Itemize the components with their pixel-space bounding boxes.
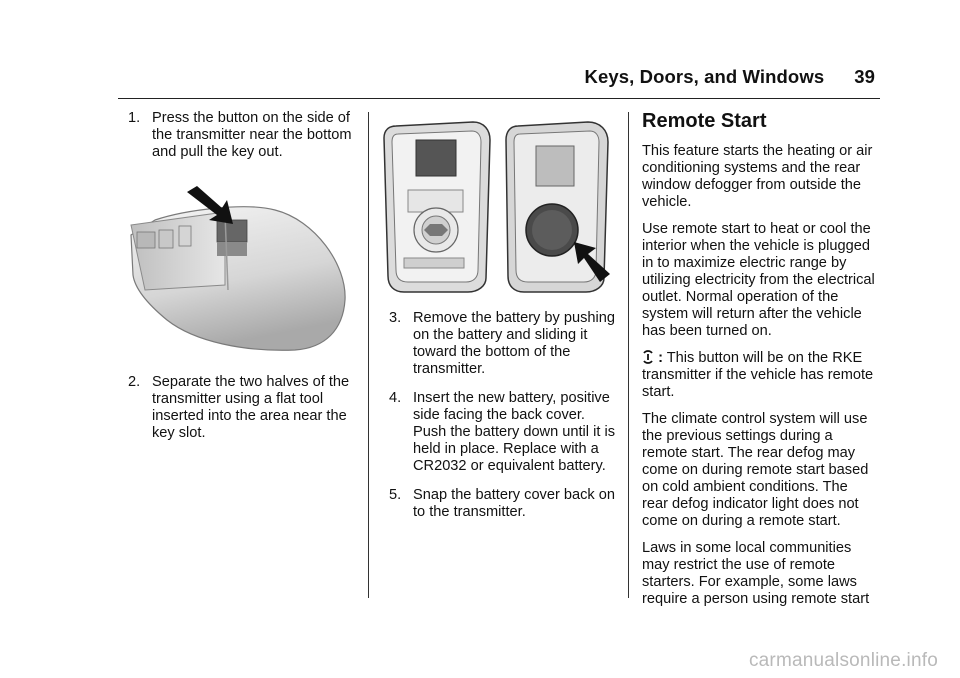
page-header (0, 66, 875, 88)
step-number: 4. (389, 390, 402, 406)
remote-start-icon (642, 350, 654, 364)
column-2 (389, 310, 621, 533)
paragraph-remote-start (642, 350, 877, 401)
step-number: 1. (128, 110, 141, 126)
step-number: 5. (389, 487, 402, 503)
step-5 (389, 487, 621, 521)
paragraph: Laws in some local communities may restrict the use of remote starters. For example, some laws require a person using remote start (642, 540, 870, 607)
step-text: Remove the battery by pushing on the battery and sliding it toward the bottom of the transmitter. (413, 310, 615, 377)
column-1-lower (128, 374, 358, 454)
watermark: carmanualsonline.info (748, 650, 938, 671)
paragraph-text: This button will be on the RKE transmitter if the vehicle has remote start. (642, 350, 874, 400)
step-number: 3. (389, 310, 402, 326)
paragraph: This feature starts the heating or air conditioning systems and the rear window defogger from outside the vehicle. (642, 143, 873, 210)
step-text: Insert the new battery, positive side facing the back cover. Push the battery down until it is held in place. Replace with a CR2032 or equivalent battery. (413, 390, 615, 474)
column-divider-left (368, 112, 369, 598)
step-number: 2. (128, 374, 141, 390)
key-fob-removal-illustration (125, 180, 350, 355)
column-divider-right (628, 112, 629, 598)
step-4 (389, 390, 621, 475)
step-3 (389, 310, 621, 378)
section-heading: Remote Start (642, 110, 767, 132)
paragraph: The climate control system will use the previous settings during a remote start. The rear defog may come on during remote start based on cold ambient conditions. The rear defog indicator light does not come on during a remote start. (642, 411, 869, 529)
step-text: Press the button on the side of the transmitter near the bottom and pull the key out. (152, 110, 352, 160)
step-text: Separate the two halves of the transmitter using a flat tool inserted into the area near the key slot. (152, 374, 350, 441)
header-rule (118, 98, 880, 99)
icon-colon: : (658, 350, 663, 366)
step-2 (128, 374, 358, 442)
paragraph: Use remote start to heat or cool the interior when the vehicle is plugged in to maximize electric range by utilizing electricity from the electrical outlet. Normal operation of the system will return after the vehicle has been turned on. (642, 221, 875, 339)
battery-removal-illustration (378, 118, 618, 296)
column-3 (642, 110, 877, 618)
column-1 (128, 110, 358, 173)
page-number: 39 (854, 66, 875, 87)
section-title: Keys, Doors, and Windows (584, 66, 825, 87)
step-1 (128, 110, 358, 161)
step-text: Snap the battery cover back on to the transmitter. (413, 487, 616, 520)
